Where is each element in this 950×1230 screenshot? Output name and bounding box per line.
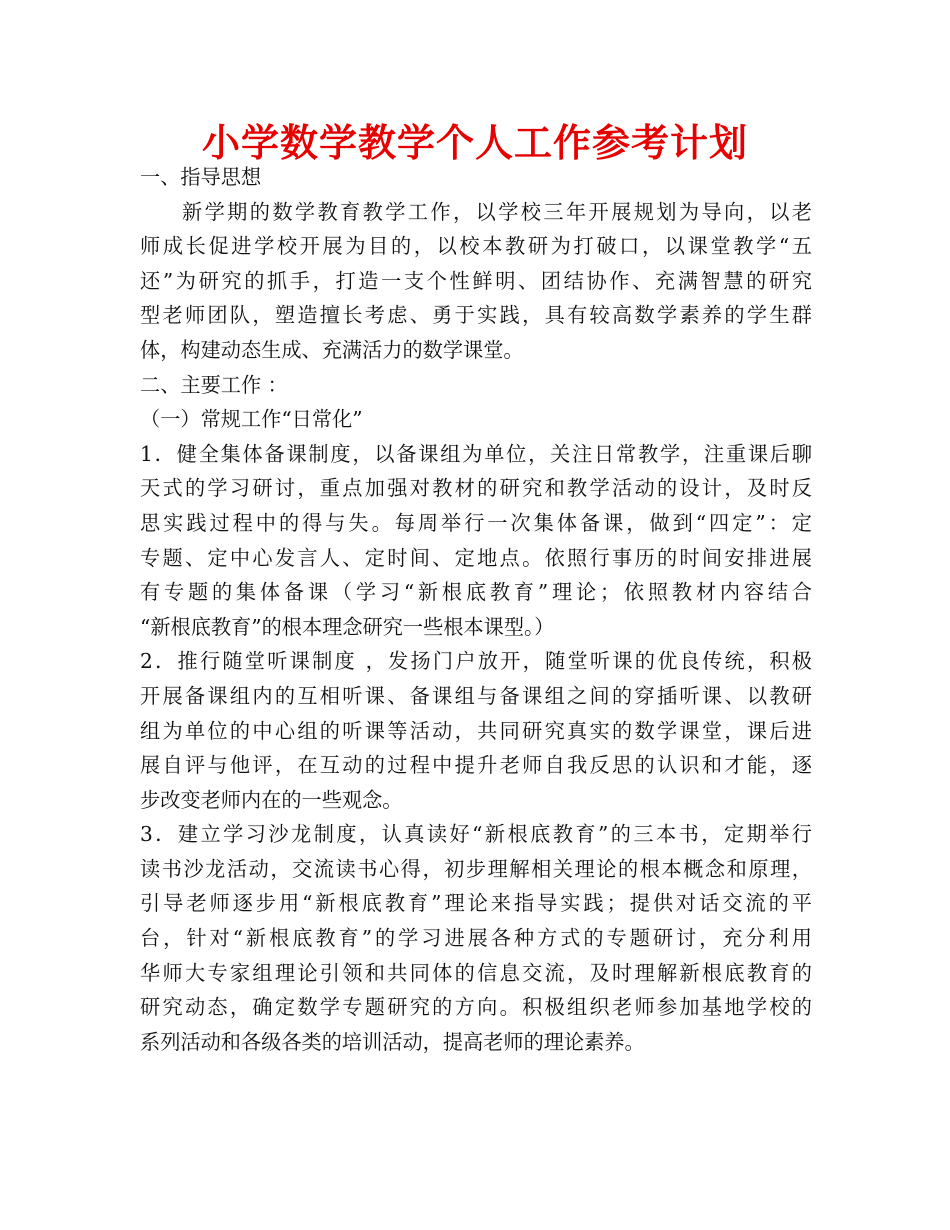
paragraph-line: 思实践过程中的得与失。每周举行一次集体备课，做到“四定”：定 bbox=[140, 510, 812, 535]
paragraph-line: 1．健全集体备课制度，以备课组为单位，关注日常教学，注重课后聊 bbox=[140, 441, 812, 466]
paragraph-line: 开展备课组内的互相听课、备课组与备课组之间的穿插听课、以教研 bbox=[140, 683, 812, 708]
subsection-heading-routine-work: （一）常规工作“日常化” bbox=[140, 407, 363, 432]
paragraph-line: 引导老师逐步用“新根底教育”理论来指导实践；提供对话交流的平 bbox=[140, 891, 812, 916]
document-body bbox=[140, 160, 812, 1059]
section-heading-guiding-ideology: 一、指导思想 bbox=[140, 165, 262, 189]
paragraph-line: 专题、定中心发言人、定时间、定地点。依照行事历的时间安排进展 bbox=[140, 545, 812, 570]
paragraph-line: 读书沙龙活动，交流读书心得，初步理解相关理论的根本概念和原理， bbox=[140, 856, 812, 881]
paragraph-line: 师成长促进学校开展为目的，以校本教研为打破口，以课堂教学“五 bbox=[140, 234, 812, 259]
paragraph-line: 步改变老师内在的一些观念。 bbox=[140, 787, 403, 812]
paragraph-line: “新根底教育”的根本理念研究一些根本课型。） bbox=[140, 614, 555, 639]
paragraph-line: 展自评与他评，在互动的过程中提升老师自我反思的认识和才能，逐 bbox=[140, 753, 812, 778]
section-heading-main-work: 二、主要工作 ： bbox=[140, 372, 288, 397]
paragraph-line: 有专题的集体备课（学习“新根底教育”理论；依照教材内容结合 bbox=[140, 580, 812, 605]
paragraph-line: 天式的学习研讨，重点加强对教材的研究和教学活动的设计，及时反 bbox=[140, 476, 812, 501]
paragraph-line: 型老师团队，塑造擅长考虑、勇于实践，具有较高数学素养的学生群 bbox=[140, 303, 812, 328]
paragraph-line: 体，构建动态生成、充满活力的数学课堂。 bbox=[140, 337, 524, 362]
paragraph-line: 新学期的数学教育教学工作，以学校三年开展规划为导向，以老 bbox=[182, 199, 812, 224]
paragraph-line: 台，针对“新根底教育”的学习进展各种方式的专题研讨，充分利用 bbox=[140, 926, 812, 951]
paragraph-line: 系列活动和各级各类的培训活动，提高老师的理论素养。 bbox=[140, 1029, 645, 1054]
paragraph-line: 2．推行随堂听课制度 ，发扬门户放开，随堂听课的优良传统，积极 bbox=[140, 649, 812, 674]
paragraph-line: 还”为研究的抓手，打造一支个性鲜明、团结协作、充满智慧的研究 bbox=[140, 268, 812, 293]
document-title: 小学数学教学个人工作参考计划 bbox=[201, 121, 748, 165]
paragraph-line: 研究动态，确定数学专题研究的方向。积极组织老师参加基地学校的 bbox=[140, 995, 812, 1020]
paragraph-line: 3．建立学习沙龙制度，认真读好“新根底教育”的三本书，定期举行 bbox=[140, 822, 812, 847]
paragraph-line: 组为单位的中心组的听课等活动，共同研究真实的数学课堂，课后进 bbox=[140, 718, 812, 743]
paragraph-line: 华师大专家组理论引领和共同体的信息交流，及时理解新根底教育的 bbox=[140, 960, 812, 985]
